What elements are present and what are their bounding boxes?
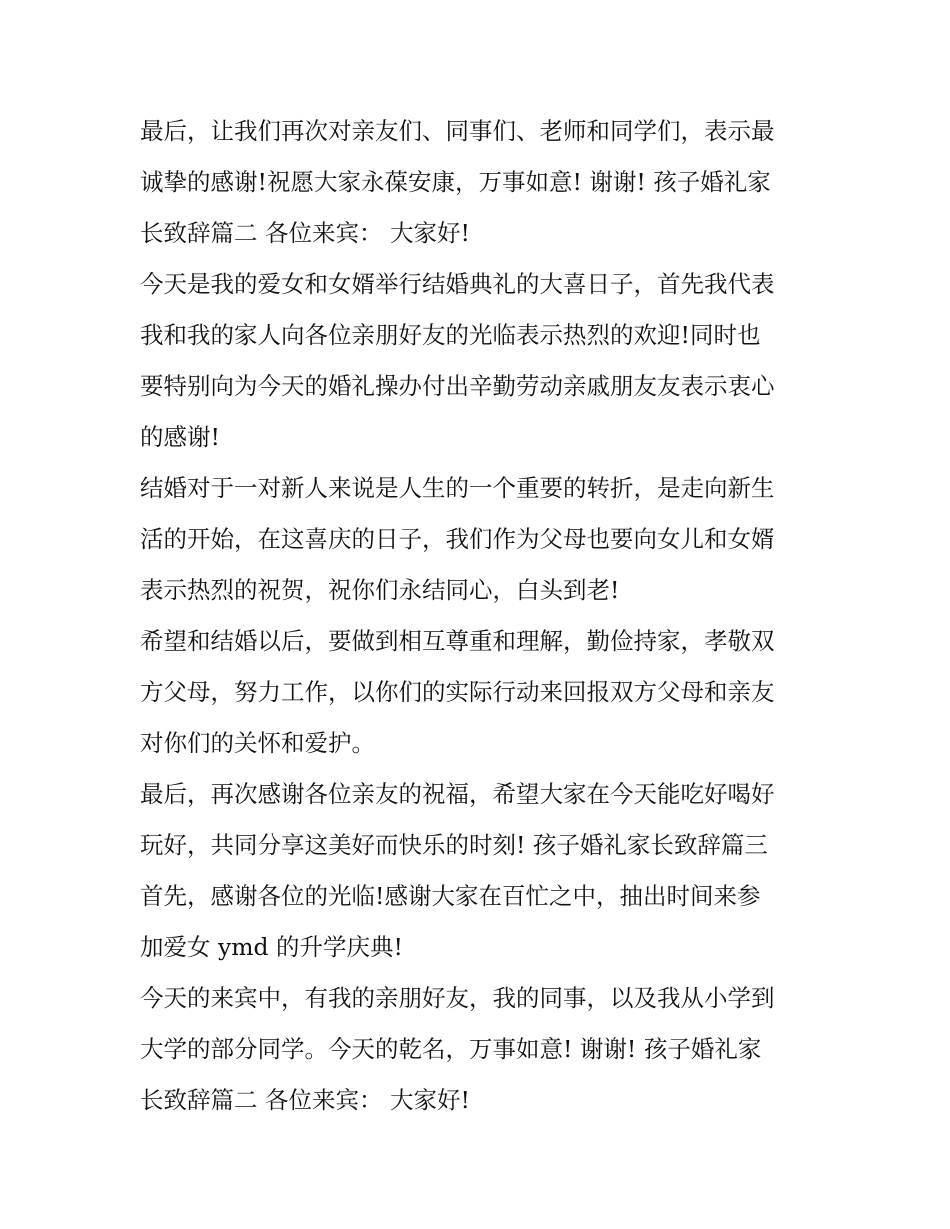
text-line: 最后，再次感谢各位亲友的祝福，希望大家在今天能吃好喝好: [140, 780, 775, 808]
text-line: 大学的部分同学。今天的乾名，万事如意! 谢谢! 孩子婚礼家: [140, 1035, 762, 1063]
text-line: 对你们的关怀和爱护。: [140, 729, 375, 757]
text-line: 结婚对于一对新人来说是人生的一个重要的转折，是走向新生: [140, 474, 775, 502]
text-line: 加爱女 ymd 的升学庆典!: [140, 933, 403, 961]
text-line: 首先，感谢各位的光临!感谢大家在百忙之中，抽出时间来参: [140, 882, 761, 910]
text-line: 方父母，努力工作，以你们的实际行动来回报双方父母和亲友: [140, 678, 775, 706]
text-line: 今天的来宾中，有我的亲朋好友，我的同事，以及我从小学到: [140, 984, 775, 1012]
text-line: 希望和结婚以后，要做到相互尊重和理解，勤俭持家，孝敬双: [140, 627, 775, 655]
text-line: 最后，让我们再次对亲友们、同事们、老师和同学们，表示最: [140, 117, 775, 145]
text-line: 表示热烈的祝贺，祝你们永结同心，白头到老!: [140, 576, 620, 604]
text-line: 今天是我的爱女和女婿举行结婚典礼的大喜日子，首先我代表: [140, 270, 775, 298]
text-line: 长致辞篇二 各位来宾： 大家好!: [140, 1086, 470, 1114]
text-line: 玩好，共同分享这美好而快乐的时刻! 孩子婚礼家长致辞篇三: [140, 831, 768, 859]
text-line: 我和我的家人向各位亲朋好友的光临表示热烈的欢迎!同时也: [140, 321, 761, 349]
text-line: 诚挚的感谢!祝愿大家永葆安康，万事如意! 谢谢! 孩子婚礼家: [140, 168, 771, 196]
text-line: 长致辞篇二 各位来宾： 大家好!: [140, 219, 470, 247]
text-line: 要特别向为今天的婚礼操办付出辛勤劳动亲戚朋友友表示衷心: [140, 372, 775, 400]
document-body: [140, 106, 820, 1126]
text-line: 活的开始，在这喜庆的日子，我们作为父母也要向女儿和女婿: [140, 525, 775, 553]
text-line: 的感谢!: [140, 423, 220, 451]
